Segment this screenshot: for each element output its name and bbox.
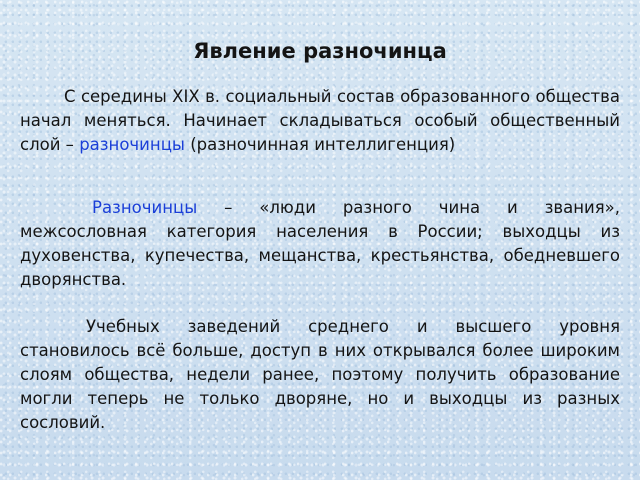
paragraph-social-composition [20,85,620,157]
paragraph-text: – «люди разного чина и звания», межсословная категория населения в России; выходцы из духовенства, купечества, мещанства, крестьянства, обедневшего дворянства. [20,198,620,289]
paragraph-definition [20,196,620,292]
paragraph-text: (разночинная интеллигенция) [184,135,456,154]
slide-title: Явление разночинца [193,39,447,63]
paragraph-education [20,315,620,435]
paragraph-text: С середины XIX в. социальный состав образованного общества начал меняться. Начинает складываться особый общественный слой – [20,87,620,154]
paragraph-text: Учебных заведений среднего и высшего уровня становилось всё больше, доступ в них открывался более широким слоям общества, недели ранее, поэтому получить образование могли теперь не только дворяне, но и выходцы из разных сословий. [20,317,620,432]
highlighted-term: разночинцы [79,135,185,154]
highlighted-term: Разночинцы [92,198,198,217]
